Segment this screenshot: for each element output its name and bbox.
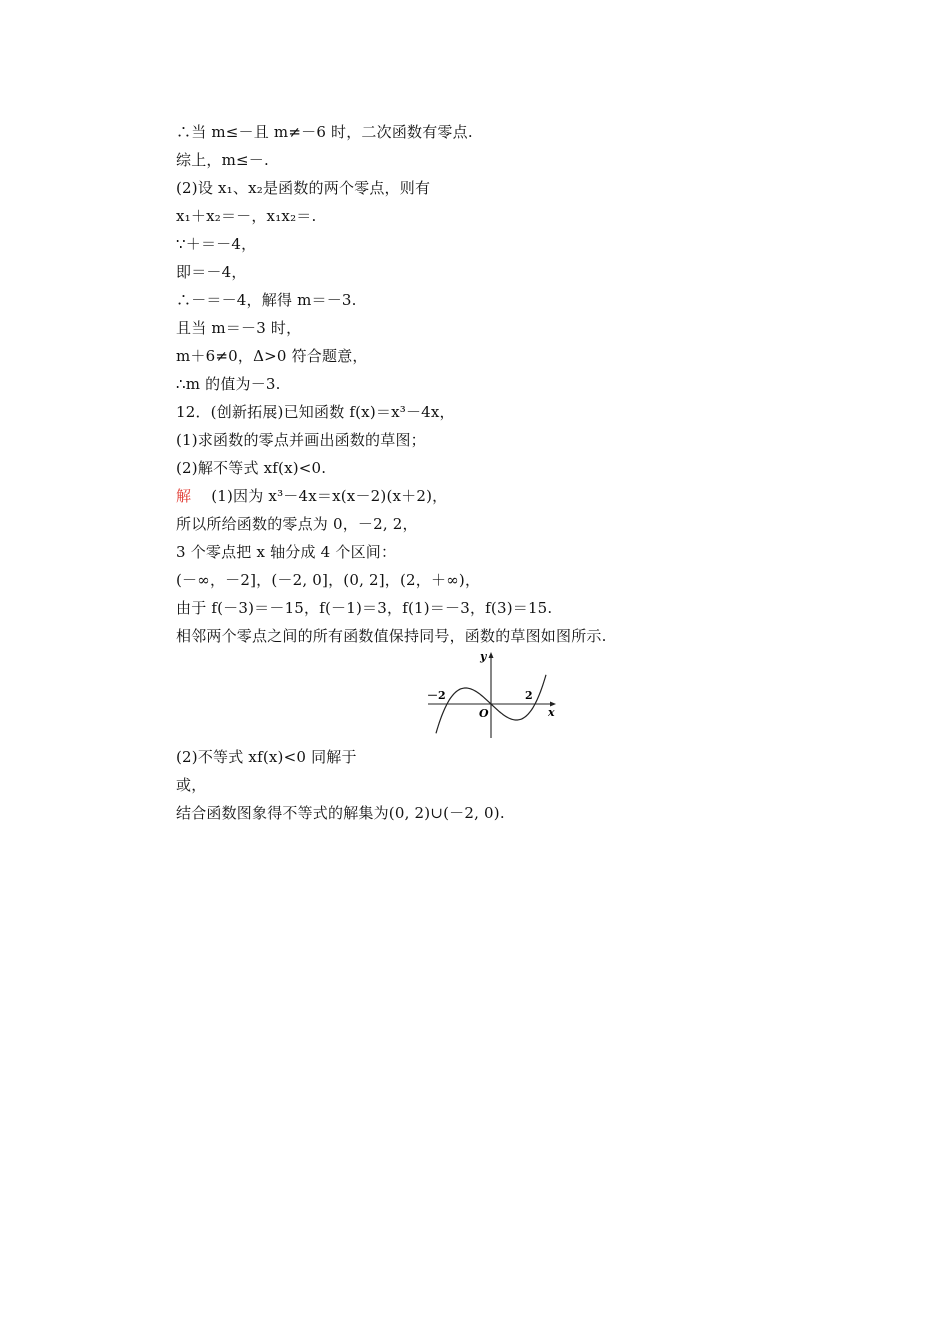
graph-svg [418, 646, 568, 742]
text-line: (－∞，－2]，(－2, 0]，(0, 2]，(2，＋∞)， [176, 571, 481, 589]
text-line: 或， [176, 776, 207, 794]
text-line: ∴当 m≤－且 m≠－6 时，二次函数有零点. [176, 123, 473, 141]
text-line: 3 个零点把 x 轴分成 4 个区间： [176, 543, 397, 561]
text-line: 且当 m＝－3 时， [176, 319, 302, 337]
text-line: (1)求函数的零点并画出函数的草图； [176, 431, 426, 449]
solution-first-line [176, 485, 447, 507]
text-line: 综上，m≤－. [176, 151, 269, 169]
text-line: 相邻两个零点之间的所有函数值保持同号，函数的草图如图所示. [176, 627, 607, 645]
text-line: ∴m 的值为－3. [176, 375, 281, 393]
solution-marker: 解 [176, 487, 192, 505]
text-line: 由于 f(－3)＝－15，f(－1)＝3，f(1)＝－3，f(3)＝15. [176, 599, 553, 617]
text-line: m＋6≠0，Δ>0 符合题意， [176, 347, 368, 365]
text-line: (2)不等式 xf(x)<0 同解于 [176, 748, 357, 766]
y-axis-label: y [480, 650, 487, 663]
text-line: ∵＋＝－4， [176, 235, 257, 253]
text-line: 结合函数图象得不等式的解集为(0, 2)∪(－2, 0). [176, 804, 505, 822]
problem-title: 12．(创新拓展)已知函数 f(x)＝x³－4x， [176, 403, 455, 421]
text-line: 所以所给函数的零点为 0，－2, 2， [176, 515, 418, 533]
y-axis-arrow [489, 652, 494, 658]
text-line: 即＝－4， [176, 263, 247, 281]
tick-label-2: 2 [525, 689, 533, 702]
tick-label-neg2: －2 [427, 689, 446, 702]
text-line: (2)设 x₁、x₂是函数的两个零点，则有 [176, 179, 431, 197]
text-line: ∴－＝－4，解得 m＝－3. [176, 291, 357, 309]
text-line: (2)解不等式 xf(x)<0. [176, 459, 327, 477]
text-line: x₁＋x₂＝－，x₁x₂＝. [176, 207, 317, 225]
function-graph [418, 646, 568, 742]
origin-label: O [479, 707, 489, 720]
solution-text: (1)因为 x³－4x＝x(x－2)(x＋2)， [211, 487, 448, 505]
x-axis-label: x [548, 706, 555, 719]
